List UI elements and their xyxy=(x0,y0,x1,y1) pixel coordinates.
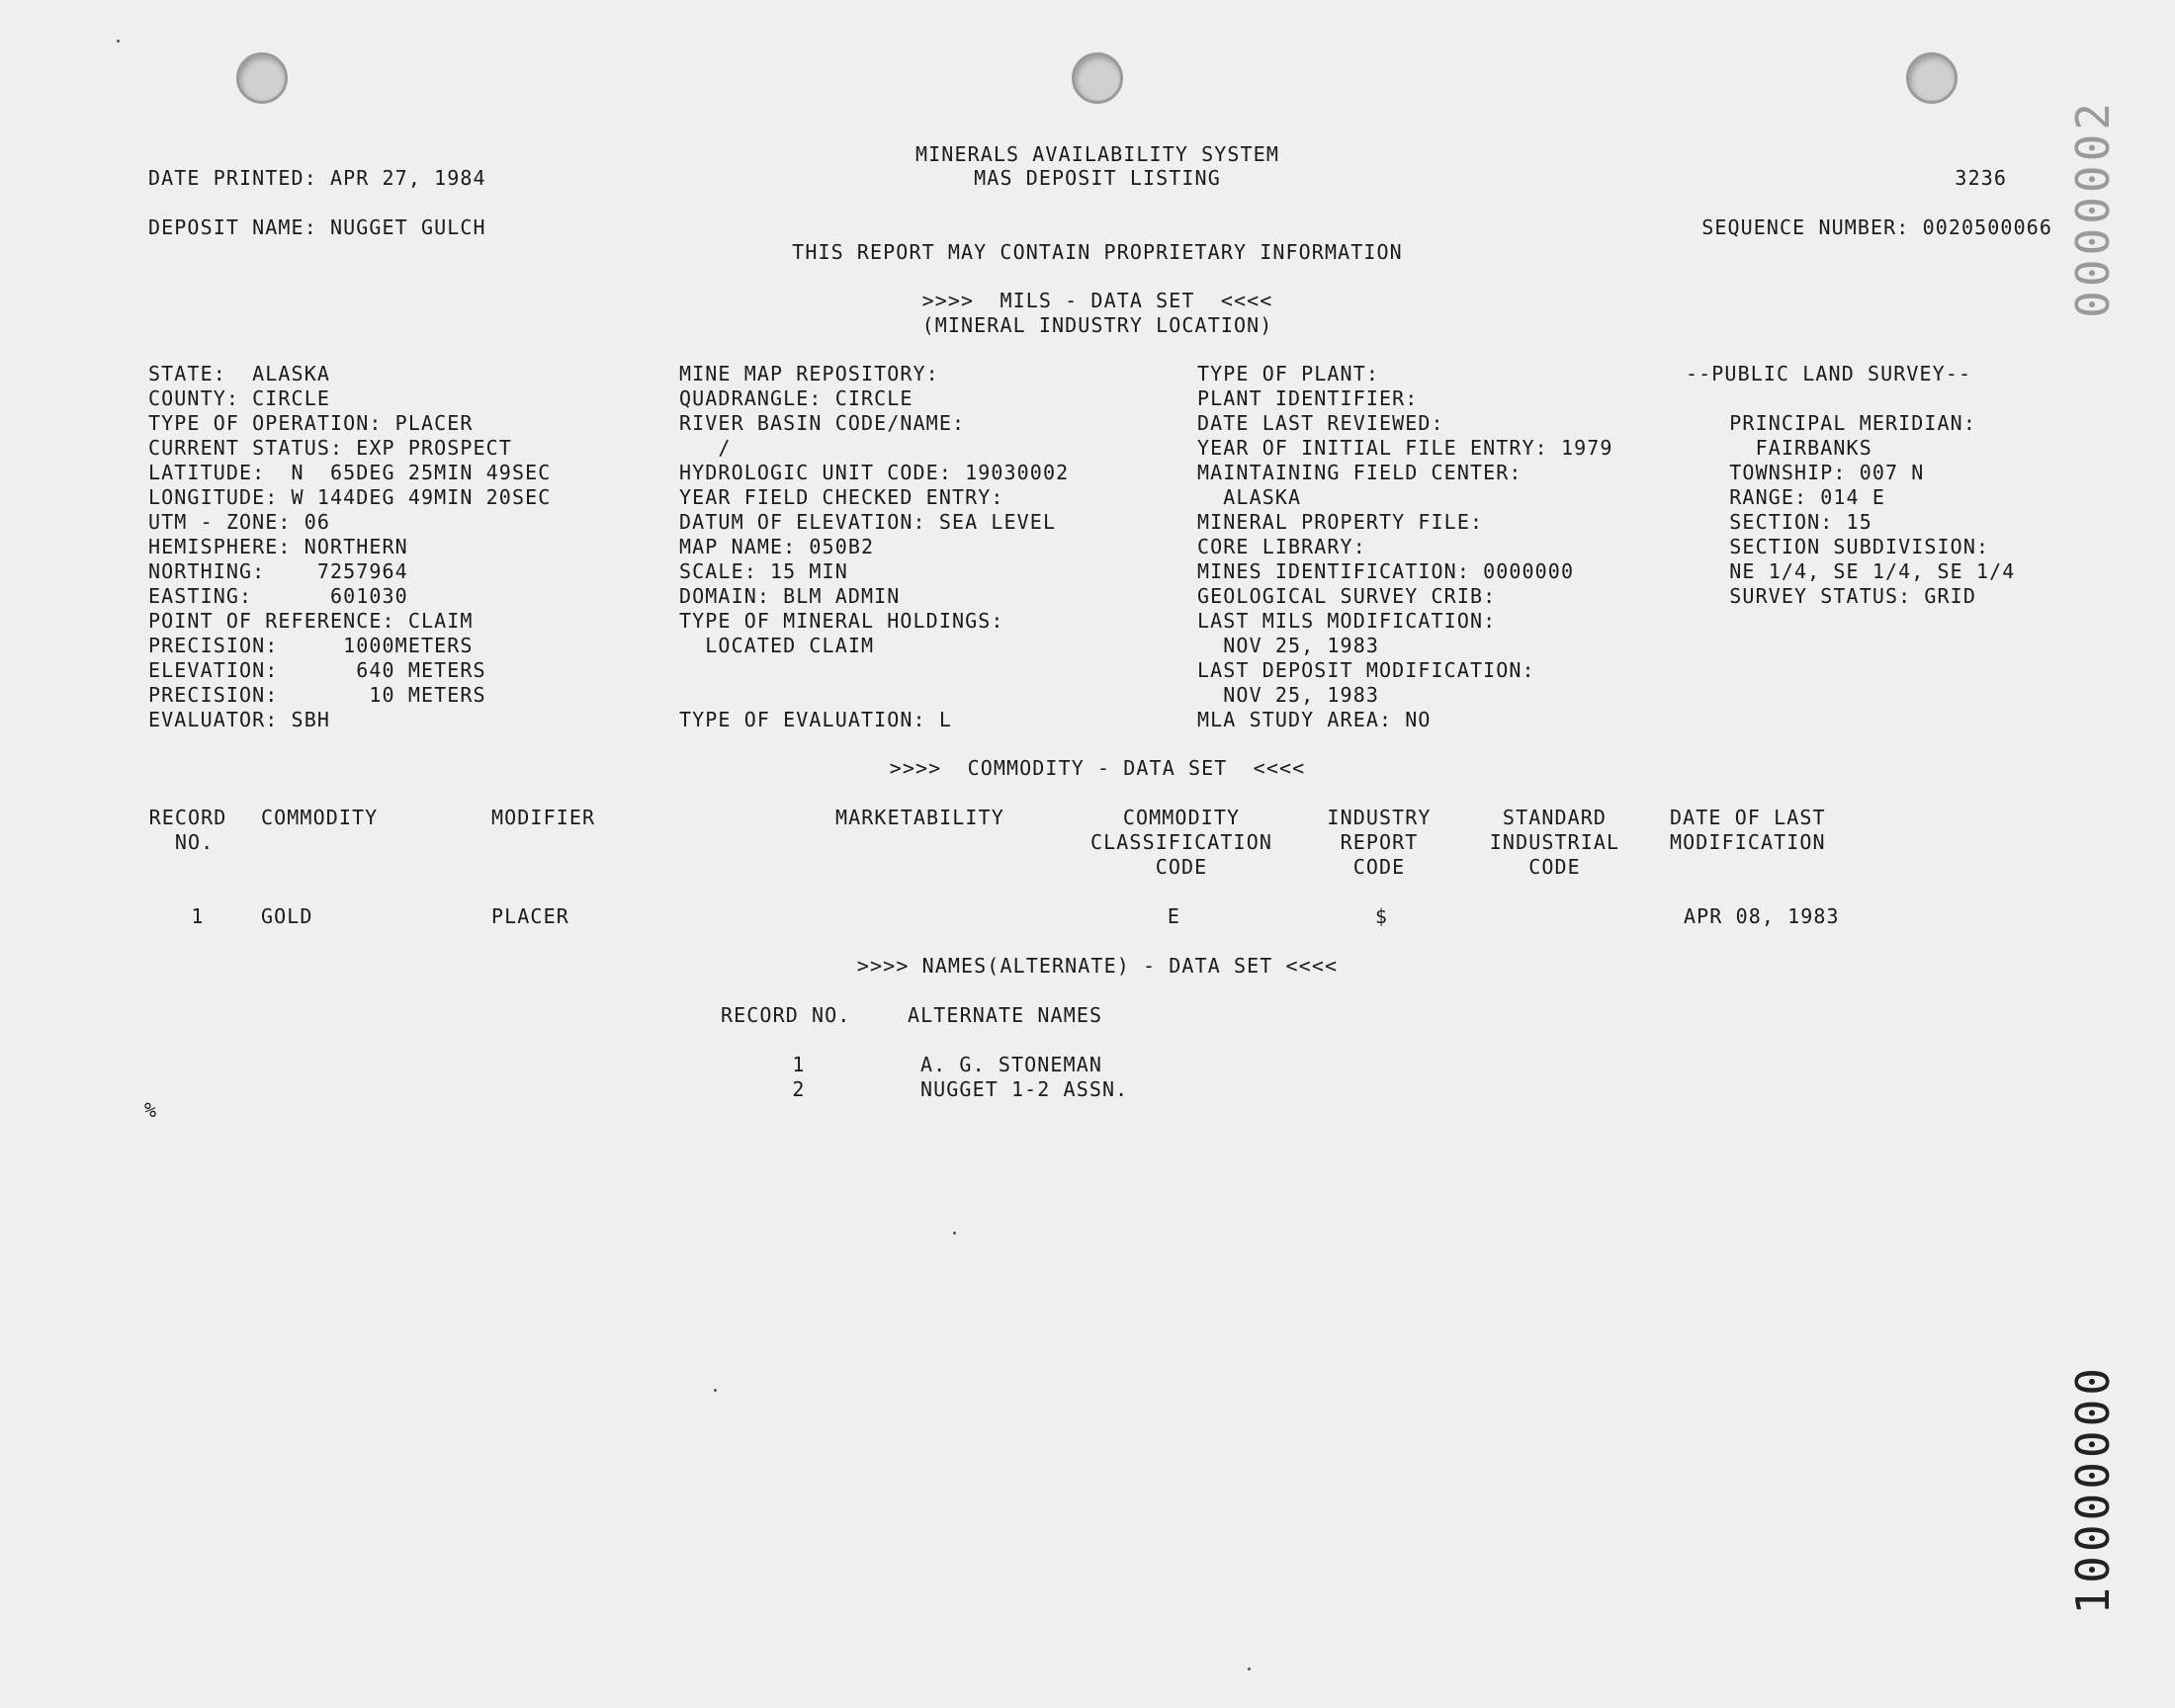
mils-field: TYPE OF OPERATION: PLACER xyxy=(148,411,474,435)
proprietary-notice: THIS REPORT MAY CONTAIN PROPRIETARY INFORMATION xyxy=(792,240,1403,264)
page-stamp-top: 0000002 xyxy=(2066,99,2120,318)
alternate-name: A. G. STONEMAN xyxy=(920,1053,1102,1076)
mils-field: MINE MAP REPOSITORY: xyxy=(679,362,939,385)
header-record-no: RECORD NO. xyxy=(148,806,227,854)
cell-classification-code: E xyxy=(1167,904,1181,928)
mils-field: STATE: ALASKA xyxy=(148,362,330,385)
mils-field: DATE LAST REVIEWED: xyxy=(1197,411,1444,435)
survey-field: RANGE: 014 E xyxy=(1703,485,1885,509)
page-number: 3236 xyxy=(1955,166,2007,190)
survey-field: SECTION: 15 xyxy=(1703,510,1872,534)
cell-record-no: 1 xyxy=(191,904,205,928)
cell-commodity: GOLD xyxy=(261,904,313,928)
mils-field: YEAR FIELD CHECKED ENTRY: xyxy=(679,485,1004,509)
page-stamp-bottom: 10000000 xyxy=(2066,1364,2120,1615)
survey-field: SECTION SUBDIVISION: xyxy=(1703,535,1990,558)
names-header-record-no: RECORD NO. xyxy=(721,1003,851,1027)
sequence-number: SEQUENCE NUMBER: 0020500066 xyxy=(1701,215,2052,239)
deposit-name: DEPOSIT NAME: NUGGET GULCH xyxy=(148,215,486,239)
speck xyxy=(1248,1667,1251,1670)
survey-field: TOWNSHIP: 007 N xyxy=(1703,461,1925,484)
mils-field: MINERAL PROPERTY FILE: xyxy=(1197,510,1484,534)
mils-field: LAST MILS MODIFICATION: xyxy=(1197,609,1497,633)
mils-field: EVALUATOR: SBH xyxy=(148,708,330,731)
punch-hole-right xyxy=(1906,52,1958,104)
mils-field: COUNTY: CIRCLE xyxy=(148,386,330,410)
mils-field: NOV 25, 1983 xyxy=(1197,634,1379,657)
speck xyxy=(117,40,120,43)
mils-field: QUADRANGLE: CIRCLE xyxy=(679,386,914,410)
mils-field: / xyxy=(679,436,732,460)
mils-field: PLANT IDENTIFIER: xyxy=(1197,386,1419,410)
mils-field: POINT OF REFERENCE: CLAIM xyxy=(148,609,474,633)
mils-field: LOCATED CLAIM xyxy=(679,634,875,657)
punch-hole-center xyxy=(1072,52,1123,104)
mils-field: RIVER BASIN CODE/NAME: xyxy=(679,411,966,435)
alternate-name: NUGGET 1-2 ASSN. xyxy=(920,1077,1129,1101)
survey-field: PRINCIPAL MERIDIAN: xyxy=(1703,411,1976,435)
mils-field: CURRENT STATUS: EXP PROSPECT xyxy=(148,436,512,460)
mils-field: GEOLOGICAL SURVEY CRIB: xyxy=(1197,584,1497,608)
mils-field: DOMAIN: BLM ADMIN xyxy=(679,584,901,608)
mils-field: LATITUDE: N 65DEG 25MIN 49SEC xyxy=(148,461,552,484)
names-header-alternate-names: ALTERNATE NAMES xyxy=(908,1003,1103,1027)
mils-heading: >>>> MILS - DATA SET <<<< xyxy=(921,289,1273,312)
date-printed: DATE PRINTED: APR 27, 1984 xyxy=(148,166,486,190)
names-heading: >>>> NAMES(ALTERNATE) - DATA SET <<<< xyxy=(856,954,1339,978)
end-of-record-mark: % xyxy=(144,1098,158,1122)
punch-hole-left xyxy=(236,52,288,104)
cell-modifier: PLACER xyxy=(491,904,569,928)
mils-field: DATUM OF ELEVATION: SEA LEVEL xyxy=(679,510,1057,534)
commodity-heading: >>>> COMMODITY - DATA SET <<<< xyxy=(889,756,1306,780)
mils-field: NOV 25, 1983 xyxy=(1197,683,1379,707)
survey-field: FAIRBANKS xyxy=(1703,436,1872,460)
mils-field: TYPE OF MINERAL HOLDINGS: xyxy=(679,609,1004,633)
header-modifier: MODIFIER xyxy=(491,806,596,829)
header-date-last-modification: DATE OF LAST MODIFICATION xyxy=(1670,806,1826,854)
mils-field: HEMISPHERE: NORTHERN xyxy=(148,535,408,558)
header-marketability: MARKETABILITY xyxy=(835,806,1004,829)
mils-field: MINES IDENTIFICATION: 0000000 xyxy=(1197,559,1575,583)
mils-field: CORE LIBRARY: xyxy=(1197,535,1366,558)
survey-field: NE 1/4, SE 1/4, SE 1/4 xyxy=(1703,559,2016,583)
mils-field: EASTING: 601030 xyxy=(148,584,408,608)
mils-field: LONGITUDE: W 144DEG 49MIN 20SEC xyxy=(148,485,552,509)
header-standard-industrial-code: STANDARD INDUSTRIAL CODE xyxy=(1489,806,1620,879)
mils-field: MAINTAINING FIELD CENTER: xyxy=(1197,461,1522,484)
mils-field: TYPE OF PLANT: xyxy=(1197,362,1379,385)
speck xyxy=(714,1389,717,1392)
header-industry-report-code: INDUSTRY REPORT CODE xyxy=(1327,806,1432,879)
survey-field: --PUBLIC LAND SURVEY-- xyxy=(1686,362,1972,385)
mils-field: UTM - ZONE: 06 xyxy=(148,510,330,534)
mils-field: SCALE: 15 MIN xyxy=(679,559,848,583)
mils-field: PRECISION: 1000METERS xyxy=(148,634,474,657)
survey-field: SURVEY STATUS: GRID xyxy=(1703,584,1976,608)
mils-field: PRECISION: 10 METERS xyxy=(148,683,486,707)
mils-field: MLA STUDY AREA: NO xyxy=(1197,708,1432,731)
listing-title: MAS DEPOSIT LISTING xyxy=(974,166,1221,190)
mils-field: YEAR OF INITIAL FILE ENTRY: 1979 xyxy=(1197,436,1613,460)
mils-field: ALASKA xyxy=(1197,485,1302,509)
header-classification-code: COMMODITY CLASSIFICATION CODE xyxy=(1090,806,1272,879)
cell-industry-report-code: $ xyxy=(1374,904,1389,928)
speck xyxy=(953,1232,956,1235)
cell-date-last-modification: APR 08, 1983 xyxy=(1684,904,1840,928)
mils-field: TYPE OF EVALUATION: L xyxy=(679,708,952,731)
mils-field: NORTHING: 7257964 xyxy=(148,559,408,583)
name-record-no: 1 xyxy=(792,1053,806,1076)
mils-field: LAST DEPOSIT MODIFICATION: xyxy=(1197,658,1535,682)
name-record-no: 2 xyxy=(792,1077,806,1101)
mils-subheading: (MINERAL INDUSTRY LOCATION) xyxy=(921,313,1273,337)
system-title: MINERALS AVAILABILITY SYSTEM xyxy=(915,142,1279,166)
header-commodity: COMMODITY xyxy=(261,806,379,829)
mils-field: MAP NAME: 050B2 xyxy=(679,535,875,558)
mils-field: ELEVATION: 640 METERS xyxy=(148,658,486,682)
mils-field: HYDROLOGIC UNIT CODE: 19030002 xyxy=(679,461,1070,484)
